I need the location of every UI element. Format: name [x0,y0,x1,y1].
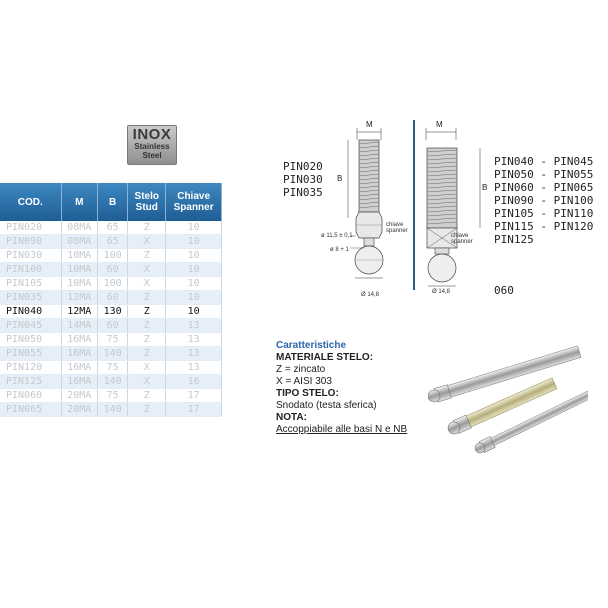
table-cell: 130 [97,305,127,319]
table-row [0,263,222,277]
table-cell: 14MA [61,319,97,333]
table-cell: 100 [97,249,127,263]
table-cell: PIN100 [0,263,61,277]
table-cell: 16MA [61,361,97,375]
right-code: PIN125 [494,233,534,246]
badge-subtitle-1: Stainless [134,142,170,151]
column-header-line: M [75,196,84,208]
table-cell: 12MA [61,291,97,305]
column-header [61,183,97,221]
table-body [0,221,222,417]
table-cell: 10MA [61,263,97,277]
characteristics-block [276,340,407,436]
right-spanner-label: chiave spanner [451,233,473,245]
type-label: TIPO STELO: [276,388,339,399]
column-header [128,183,166,221]
table-cell: 08MA [61,235,97,249]
inox-badge [127,125,177,165]
left-code: PIN020 [283,160,323,173]
drawing-divider [413,120,415,290]
table-row [0,319,222,333]
right-codes [494,155,593,246]
right-b-label: B [482,183,488,192]
table-cell: 20MA [61,403,97,417]
table-cell: X [128,235,166,249]
table-cell: PIN020 [0,221,61,235]
column-header-line: Stud [135,202,158,213]
table-cell: 10MA [61,277,97,291]
note-label: NOTA: [276,412,307,423]
table-cell: X [128,361,166,375]
table-cell: 75 [97,389,127,403]
left-spanner-label: chiave spanner [386,222,408,234]
table-cell: 16MA [61,333,97,347]
right-code: PIN115 - PIN120 [494,220,594,233]
table-cell: 65 [97,235,127,249]
table-cell: 08MA [61,221,97,235]
table-cell: 12MA [61,305,97,319]
left-codes [283,160,323,199]
table-cell: 13 [166,333,222,347]
table-cell: 10 [166,263,222,277]
characteristics-title: Caratteristiche [276,340,347,351]
table-cell: Z [128,305,166,319]
left-code: PIN035 [283,186,323,199]
table-cell: 10 [166,221,222,235]
table-cell: Z [128,249,166,263]
table-cell: PIN030 [0,249,61,263]
table-cell: PIN120 [0,361,61,375]
table-cell: 65 [97,221,127,235]
column-header-line: COD. [17,196,43,208]
table-cell: Z [128,403,166,417]
table-cell: 75 [97,333,127,347]
table-cell: 60 [97,319,127,333]
table-cell: PIN125 [0,375,61,389]
table-cell: PIN065 [0,403,61,417]
table-cell: 140 [97,347,127,361]
column-header-line: Spanner [173,202,214,213]
material-label: MATERIALE STELO: [276,352,374,363]
table-row [0,333,222,347]
table-row [0,291,222,305]
table-cell: PIN040 [0,305,61,319]
table-row [0,249,222,263]
table-cell: 13 [166,319,222,333]
table-cell: Z [128,291,166,305]
table-row [0,389,222,403]
table-cell: 10 [166,249,222,263]
table-cell: Z [128,221,166,235]
left-code: PIN030 [283,173,323,186]
stray-code-fragment: 060 [494,284,514,297]
table-cell: 10 [166,291,222,305]
table-row [0,361,222,375]
badge-title: INOX [132,126,172,143]
table-cell: PIN045 [0,319,61,333]
table-cell: PIN090 [0,235,61,249]
column-header-line: Stelo [134,191,159,202]
right-code: PIN105 - PIN110 [494,207,594,220]
table-cell: 140 [97,403,127,417]
column-header [0,183,61,221]
right-code: PIN090 - PIN100 [494,194,594,207]
table-cell: Z [128,333,166,347]
column-header [166,183,222,221]
column-header [97,183,127,221]
right-m-label: M [436,120,443,129]
left-dim-1: ø 11,5 ± 0,1 [321,233,353,239]
left-m-label: M [366,120,373,129]
table-row [0,235,222,249]
table-cell: 60 [97,263,127,277]
product-photo [428,336,588,466]
table-cell: 10 [166,235,222,249]
table-cell: 16MA [61,347,97,361]
table-row [0,347,222,361]
table-row [0,221,222,235]
table-cell: 100 [97,277,127,291]
table-cell: Z [128,389,166,403]
material-x: X = AISI 303 [276,376,332,387]
table-cell: 13 [166,361,222,375]
table-cell: 10 [166,277,222,291]
table-cell: 75 [97,361,127,375]
spec-table [0,183,222,417]
table-cell: PIN035 [0,291,61,305]
table-cell: 16 [166,375,222,389]
table-cell: X [128,277,166,291]
table-cell: X [128,375,166,389]
right-code: PIN050 - PIN055 [494,168,594,181]
left-pin-drawing [320,118,412,300]
table-cell: PIN105 [0,277,61,291]
table-cell: PIN050 [0,333,61,347]
left-dim-3: Ø 14,8 [361,292,380,298]
table-cell: 13 [166,347,222,361]
table-cell: 10 [166,305,222,319]
table-row [0,403,222,417]
note-value: Accoppiabile alle basi N e NB [276,424,408,435]
column-header-line: Chiave [177,191,211,202]
table-cell: 20MA [61,389,97,403]
left-dim-2: ø 8 + 1 [330,247,349,253]
table-cell: 16MA [61,375,97,389]
type-value: Snodato (testa sferica) [276,400,377,411]
right-code: PIN060 - PIN065 [494,181,594,194]
table-row [0,277,222,291]
left-b-label: B [337,174,343,183]
right-pin-drawing [418,118,490,300]
table-cell: 60 [97,291,127,305]
column-header-line: B [109,196,117,208]
table-cell: 10MA [61,249,97,263]
material-z: Z = zincato [276,364,326,375]
right-code: PIN040 - PIN045 [494,155,594,168]
table-cell: PIN060 [0,389,61,403]
badge-subtitle-2: Steel [142,151,162,160]
table-row [0,375,222,389]
table-cell: Z [128,347,166,361]
table-cell: 17 [166,403,222,417]
table-cell: 140 [97,375,127,389]
table-header-row [0,183,222,221]
right-dim-3: Ø 14,8 [432,289,451,295]
table-cell: PIN055 [0,347,61,361]
table-cell: X [128,263,166,277]
table-cell: 17 [166,389,222,403]
table-row [0,305,222,319]
table-cell: Z [128,319,166,333]
